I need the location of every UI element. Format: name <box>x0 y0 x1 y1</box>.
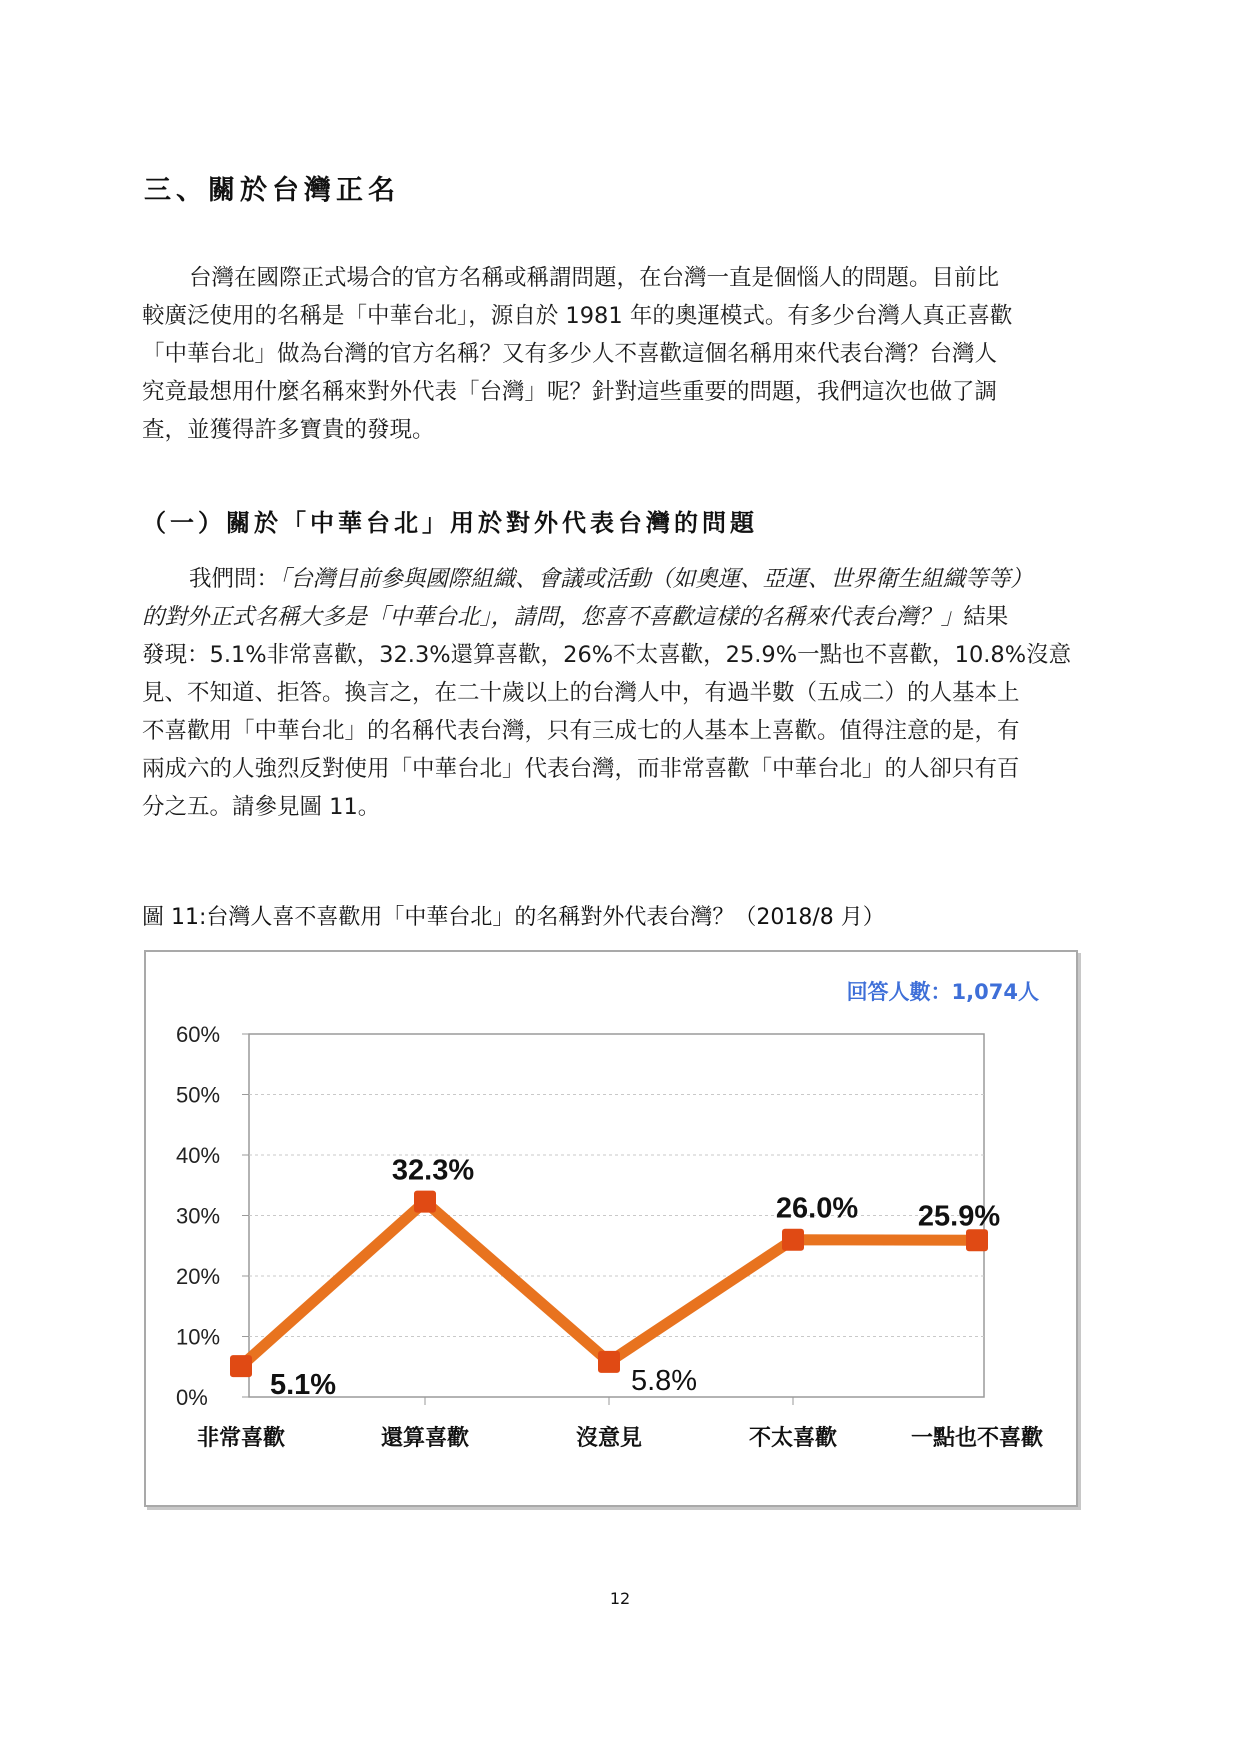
y-tick-label: 0% <box>176 1385 208 1410</box>
subsection-title: （一）關於「中華台北」用於對外代表台灣的問題 <box>142 508 758 537</box>
y-tick-label: 40% <box>176 1143 221 1168</box>
body-line: 不喜歡用「中華台北」的名稱代表台灣，只有三成七的人基本上喜歡。值得注意的是，有 <box>142 718 1020 744</box>
data-point-marker <box>598 1351 620 1373</box>
body-line <box>142 598 1102 636</box>
result-word: 結果 <box>963 604 1009 630</box>
intro-line: 台灣在國際正式場合的官方名稱或稱謂問題，在台灣一直是個惱人的問題。目前比 <box>189 265 1000 291</box>
survey-question: 的對外正式名稱大多是「中華台北」，請問，您喜不喜歡這樣的名稱來代表台灣？」 <box>142 604 964 630</box>
data-point-marker <box>230 1355 252 1377</box>
x-tick-label: 沒意見 <box>575 1426 643 1451</box>
x-tick-label: 非常喜歡 <box>196 1426 286 1451</box>
line-chart <box>146 952 1076 1505</box>
section-title: 三、關於台灣正名 <box>144 175 400 206</box>
body-line: 兩成六的人強烈反對使用「中華台北」代表台灣，而非常喜歡「中華台北」的人卻只有百 <box>142 756 1020 782</box>
chart-frame <box>144 950 1078 1507</box>
y-tick-label: 60% <box>176 1022 221 1047</box>
body-line <box>142 560 1102 598</box>
data-label: 25.9% <box>917 1200 1001 1233</box>
intro-line: 查，並獲得許多寶貴的發現。 <box>142 417 435 443</box>
data-point-marker <box>782 1229 804 1251</box>
figure-caption: 圖 11:台灣人喜不喜歡用「中華台北」的名稱對外代表台灣？（2018/8 月） <box>142 905 885 930</box>
data-point-marker <box>414 1191 436 1213</box>
series-line <box>241 1202 977 1367</box>
survey-question: 「台灣目前參與國際組織、會議或活動（如奧運、亞運、世界衛生組織等等） <box>279 566 1033 592</box>
respondent-count: 回答人數：1,074人 <box>846 980 1039 1004</box>
x-tick-label: 還算喜歡 <box>380 1426 470 1451</box>
body-line: 分之五。請參見圖 11。 <box>142 794 381 820</box>
question-prefix: 我們問： <box>189 566 280 592</box>
x-tick-label: 一點也不喜歡 <box>910 1426 1044 1451</box>
body-paragraph <box>142 560 1102 826</box>
intro-line: 較廣泛使用的名稱是「中華台北」，源自於 1981 年的奧運模式。有多少台灣人真正喜歡 <box>142 303 1013 329</box>
y-tick-label: 10% <box>176 1324 221 1350</box>
data-label: 5.1% <box>269 1369 337 1402</box>
x-tick-label: 不太喜歡 <box>748 1426 838 1451</box>
data-label: 26.0% <box>775 1192 859 1225</box>
data-label: 32.3% <box>391 1154 475 1187</box>
data-point-marker <box>966 1229 988 1251</box>
data-label: 5.8% <box>630 1364 698 1397</box>
intro-line: 「中華台北」做為台灣的官方名稱？又有多少人不喜歡這個名稱用來代表台灣？台灣人 <box>142 341 998 367</box>
y-tick-label: 20% <box>176 1264 221 1289</box>
intro-line: 究竟最想用什麼名稱來對外代表「台灣」呢？針對這些重要的問題，我們這次也做了調 <box>142 379 998 405</box>
y-tick-label: 50% <box>176 1082 221 1108</box>
y-tick-label: 30% <box>176 1203 221 1229</box>
body-line: 發現：5.1%非常喜歡，32.3%還算喜歡，26%不太喜歡，25.9%一點也不喜歡，10.8%沒意 <box>142 642 1072 668</box>
page-number: 12 <box>609 1589 631 1608</box>
body-line: 見、不知道、拒答。換言之，在二十歲以上的台灣人中，有過半數（五成二）的人基本上 <box>142 680 1020 706</box>
intro-paragraph <box>142 259 1102 449</box>
